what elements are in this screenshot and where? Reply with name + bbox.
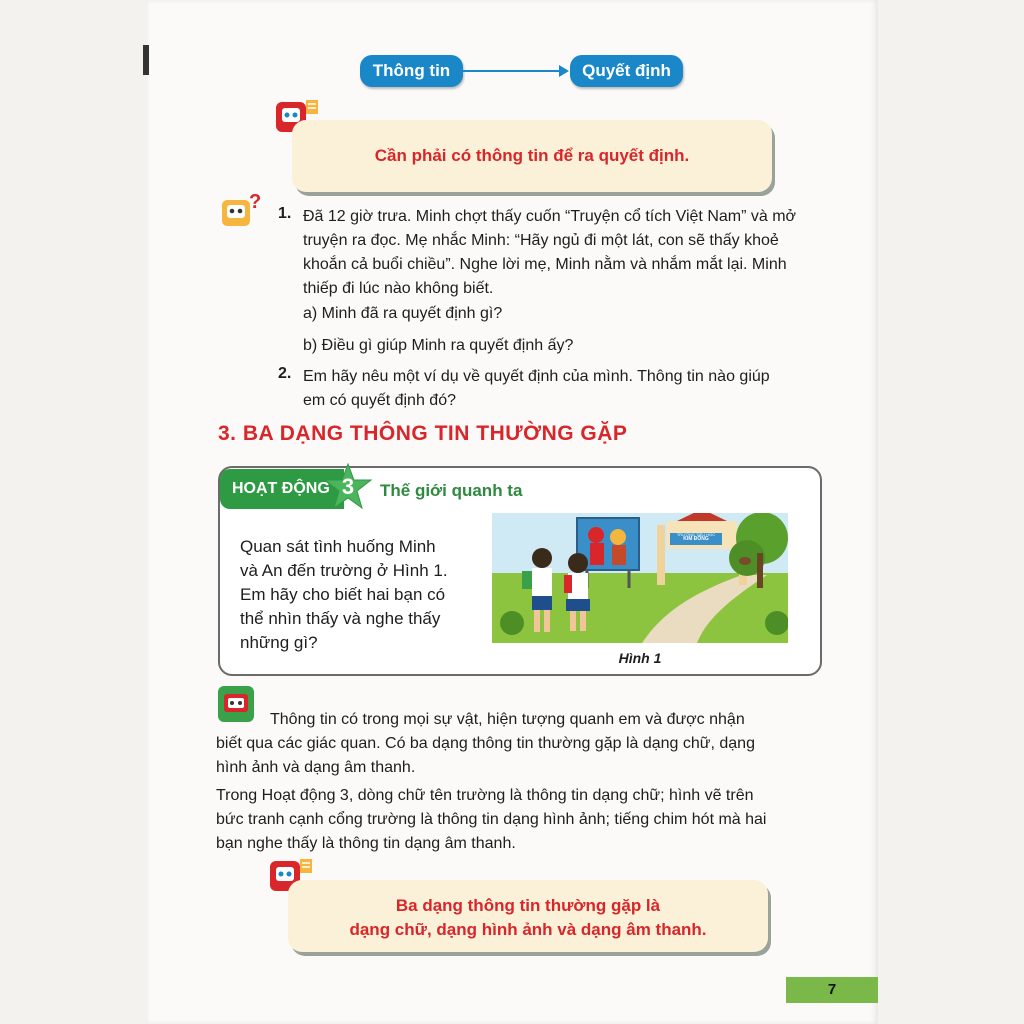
- paragraph-1-line: Thông tin có trong mọi sự vật, hiện tượng quanh em và được nhận: [270, 711, 745, 728]
- paragraph-1-line: biết qua các giác quan. Có ba dạng thông tin thường gặp là dạng chữ, dạng: [216, 735, 755, 752]
- question-1-line: thiếp đi lúc nào không biết.: [303, 280, 494, 297]
- figure-caption: Hình 1: [618, 650, 662, 666]
- activity-line: và An đến trường ở Hình 1.: [240, 561, 448, 580]
- paragraph-2-line: Trong Hoạt động 3, dòng chữ tên trường là thông tin dạng chữ; hình vẽ trên: [216, 787, 754, 804]
- paragraph-2: [216, 784, 826, 856]
- paragraph-1-line: hình ảnh và dạng âm thanh.: [216, 759, 416, 776]
- section-title: [218, 422, 627, 446]
- flow-arrow-line: [463, 70, 559, 72]
- activity-title: Thế giới quanh ta: [380, 481, 523, 500]
- question-2-line: Em hãy nêu một ví dụ về quyết định của mình. Thông tin nào giúp: [303, 368, 770, 385]
- info-pill: Thông tin: [360, 55, 463, 87]
- question-2-line: em có quyết định đó?: [303, 392, 456, 409]
- activity-tab: HOẠT ĐỘNG: [220, 469, 344, 509]
- activity-line: Quan sát tình huống Minh: [240, 537, 436, 556]
- flow-arrow-head-icon: [559, 65, 569, 77]
- question-1-line: Đã 12 giờ trưa. Minh chợt thấy cuốn “Truyện cổ tích Việt Nam” và mở: [303, 208, 797, 225]
- note-1-text: Cần phải có thông tin để ra quyết định.: [374, 146, 690, 165]
- question-1-number: 1.: [278, 205, 292, 222]
- robot-question-icon: [218, 190, 262, 232]
- note-2-text: [288, 894, 768, 942]
- question-2-text: [303, 365, 843, 413]
- school-sign-line-1: TRƯỜNG TIỂU HỌC: [676, 532, 716, 537]
- paragraph-1: [216, 708, 826, 780]
- activity-line: những gì?: [240, 633, 318, 652]
- book-spine-mark: [143, 45, 149, 75]
- note-2-line-1: Ba dạng thông tin thường gặp là: [395, 896, 661, 915]
- question-1-line: truyện ra đọc. Mẹ nhắc Minh: “Hãy ngủ đi một lát, con sẽ thấy khoẻ: [303, 232, 779, 249]
- decision-pill: Quyết định: [570, 55, 683, 87]
- svg-text:?: ?: [249, 191, 262, 213]
- page-number-value: 7: [827, 981, 837, 998]
- paragraph-2-line: bạn nghe thấy là thông tin dạng âm thanh.: [216, 835, 516, 852]
- note-2-line-2: dạng chữ, dạng hình ảnh và dạng âm thanh.: [349, 920, 707, 939]
- school-name-sign: [670, 532, 722, 542]
- section-heading: BA DẠNG THÔNG TIN THƯỜNG GẶP: [242, 422, 628, 445]
- activity-line: thể nhìn thấy và nghe thấy: [240, 609, 441, 628]
- figure-1-illustration: [492, 513, 788, 643]
- question-2-number: 2.: [278, 365, 292, 382]
- activity-text: [240, 535, 480, 655]
- paragraph-2-line: bức tranh cạnh cổng trường là thông tin dạng hình ảnh; tiếng chim hót mà hai: [216, 811, 767, 828]
- section-number: 3.: [218, 422, 237, 445]
- question-1-line: khoắn cả buổi chiều”. Nghe lời mẹ, Minh nằm và nhắm mắt lại. Minh: [303, 256, 787, 273]
- question-1a: a) Minh đã ra quyết định gì?: [303, 305, 503, 322]
- school-sign-line-2: KIM ĐỒNG: [683, 536, 709, 542]
- question-1b: b) Điều gì giúp Minh ra quyết định ấy?: [303, 337, 574, 354]
- question-1-text: [303, 205, 843, 301]
- activity-number: 3: [341, 474, 355, 499]
- activity-line: Em hãy cho biết hai bạn có: [240, 585, 446, 604]
- page-number: [786, 977, 878, 1003]
